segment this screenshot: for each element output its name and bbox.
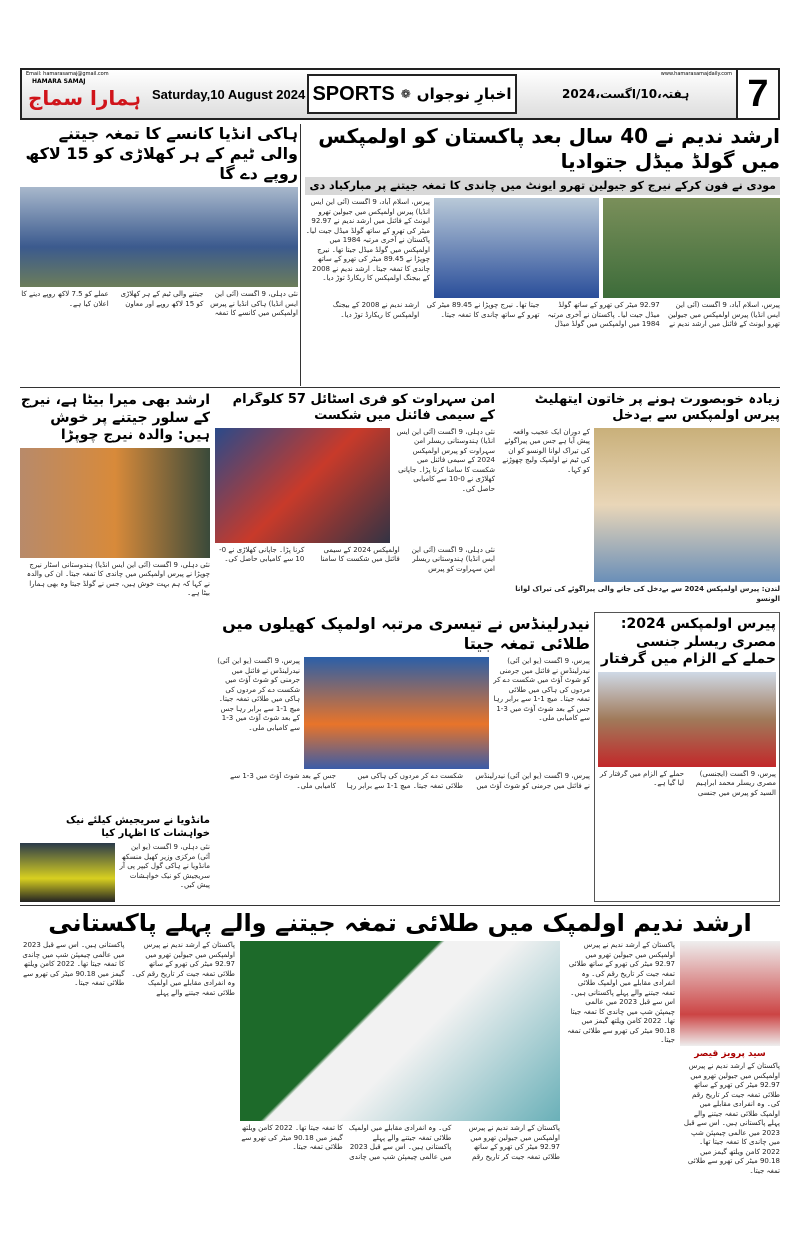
story-netherlands-body-2: پیرس، 9 اگست (یو این آئی) نیدرلینڈس نے فائنل میں جرمنی کو شوٹ آؤٹ میں شکست دے کر مردوں کی ہاکی میں طلائی تمغہ جیتا۔ میچ 1-1 سے برابر رہا جس کے بعد شوٹ آؤٹ میں 3-1 سے کامیابی ملی۔ xyxy=(217,657,300,732)
story-arshad-body-1: پیرس، اسلام آباد، 9 اگست (آئی این ایس انڈیا) پیرس اولمپکس میں جیولین تھرو ایونٹ کے فائنل میں ارشد ندیم نے 92.97 میٹر کی تھرو کے ساتھ گولڈ میڈل جیت لیا۔ پاکستان نے آخری مرتبہ 1984 میں اولمپکس میں گولڈ میڈل جیتا تھا۔ نیرج چوپڑا نے 89.45 میٹر کی تھرو کے ساتھ چاندی کا تمغہ جیتا۔ ارشد ندیم نے 2008 کے بیجنگ اولمپکس کا ریکارڈ توڑ دیا۔ xyxy=(305,198,430,282)
photo-neeraj-throw xyxy=(434,198,599,298)
headline-mandaviya: مانڈویا نے سریجیش کیلئے نیک خواہشات کا اظہار کیا xyxy=(66,815,210,839)
section-title-urdu: اخبارِ نوجواں xyxy=(416,85,512,103)
headline-egypt: پیرس اولمپکس 2024: مصری ریسلر جنسی حملے کے الزام میں گرفتار xyxy=(600,616,776,667)
story-mother xyxy=(20,392,210,812)
page-number: 7 xyxy=(736,70,778,118)
headline-hockey: ہاکی انڈیا کانسے کا تمغہ جیتنے والی ٹیم کے ہر کھلاڑی کو 15 لاکھ روپے دے گا xyxy=(25,124,298,183)
story-model-body: کے دوران ایک عجیب واقعہ پیش آیا ہے جس میں پیراگوئے کی تیراک لوانا الونسو کو ان کی ٹیم نے اولمپک ولیج چھوڑنے کو کہا۔ xyxy=(502,427,590,474)
photo-wrestling xyxy=(215,428,390,543)
email: Email: hamarasamaj@gmail.com xyxy=(26,71,109,77)
headline-arshad: ارشد ندیم نے 40 سال بعد پاکستان کو اولمپکس میں گولڈ میڈل جتوادیا xyxy=(318,124,780,173)
headline-model: زیادہ خوبصورت ہونے پر خاتون ایتھلیٹ پیرس اولمپکس سے بےدخل xyxy=(534,392,780,424)
feature-body-1: پاکستان کے ارشد ندیم نے پیرس اولمپکس میں جیولین تھرو میں 92.97 میٹر کی تھرو کے ساتھ طلائی تمغہ جیت کر تاریخ رقم کی۔ وہ انفرادی مقابلے میں اولمپک طلائی تمغہ جیتنے والے پہلے پاکستانی ہیں۔ اس سے قبل 2023 میں عالمی چیمپئن شپ میں چاندی کا تمغہ جیتا تھا۔ 2022 کامن ویلتھ گیمز میں 90.18 میٹر کی تھرو سے طلائی تمغہ جیتا۔ xyxy=(567,941,675,1044)
logo: ہمارا سماج xyxy=(28,86,141,110)
section-title: SPORTS xyxy=(312,82,395,105)
story-egypt-body: پیرس، 9 اگست (ایجنسی) مصری ریسلر محمد ابراہیم السید کو پیرس میں جنسی حملے کے الزام میں گرفتار کر لیا گیا ہے۔ xyxy=(599,769,776,797)
photo-egypt-wrestler xyxy=(598,672,776,767)
story-model xyxy=(500,392,780,604)
story-feature xyxy=(20,908,780,1238)
story-mother-body: نئی دہلی، 9 اگست (آئی این ایس انڈیا) ہندوستانی اسٹار نیرج چوپڑا نے پیرس اولمپکس میں چاندی کا تمغہ جیتا۔ ان کی والدہ نے کہا کہ ہم بہت خوش ہیں، جس نے گولڈ جیتا وہ بھی ہمارا بیٹا ہے۔ xyxy=(26,560,210,597)
masthead xyxy=(20,68,780,120)
date-urdu: ہفتہ،10/اگست،2024 xyxy=(562,87,690,101)
story-mandaviya-body: نئی دہلی، 9 اگست (یو این آئی) مرکزی وزیر کھیل منسکھ مانڈویا نے ہاکی گول کیپر پی آر سریجیش کو نیک خواہشات پیش کیں۔ xyxy=(119,843,210,889)
story-arshad-body-2: پیرس، اسلام آباد، 9 اگست (آئی این ایس انڈیا) پیرس اولمپکس میں جیولین تھرو ایونٹ کے فائنل میں ارشد ندیم نے 92.97 میٹر کی تھرو کے ساتھ گولڈ میڈل جیت لیا۔ پاکستان نے آخری مرتبہ 1984 میں اولمپکس میں گولڈ میڈل جیتا تھا۔ نیرج چوپڑا نے 89.45 میٹر کی تھرو کے ساتھ چاندی کا تمغہ جیتا۔ ارشد ندیم نے 2008 کے بیجنگ اولمپکس کا ریکارڈ توڑ دیا۔ xyxy=(332,301,780,328)
date-english: Saturday,10 August 2024 xyxy=(152,87,306,102)
story-wrestling-body-2: نئی دہلی، 9 اگست (آئی این ایس انڈیا) ہندوستانی ریسلر امن سہراوت کو پیرس اولمپکس 2024 کے سیمی فائنل میں شکست کا سامنا کرنا پڑا۔ جاپانی کھلاڑی نے 0-10 سے کامیابی حاصل کی۔ xyxy=(219,545,495,573)
subhead-arshad: مودی نے فون کرکے نیرج کو جیولین تھرو ایونٹ میں چاندی کا تمغہ جیتنے پر مبارکباد دی xyxy=(305,177,780,195)
story-hockey-body: نئی دہلی، 9 اگست (آئی این ایس انڈیا) ہاکی انڈیا نے پیرس اولمپکس میں کانسے کا تمغہ جیتنے والی ٹیم کے ہر کھلاڑی کو 15 لاکھ روپے اور معاون عملے کو 7.5 لاکھ روپے دینے کا اعلان کیا ہے۔ xyxy=(21,290,298,317)
story-arshad xyxy=(305,124,780,384)
story-netherlands-body-3: پیرس، 9 اگست (یو این آئی) نیدرلینڈس نے فائنل میں جرمنی کو شوٹ آؤٹ میں شکست دے کر مردوں کی ہاکی میں طلائی تمغہ جیتا۔ میچ 1-1 سے برابر رہا جس کے بعد شوٹ آؤٹ میں 3-1 سے کامیابی ملی۔ xyxy=(230,772,590,790)
headline-feature: ارشد ندیم اولمپک میں طلائی تمغہ جیتنے والے پہلے پاکستانی xyxy=(48,909,752,937)
photo-model xyxy=(594,428,780,583)
story-wrestling-body: نئی دہلی، 9 اگست (آئی این ایس انڈیا) ہندوستانی ریسلر امن سہراوت کو پیرس اولمپکس 2024 کے سیمی فائنل میں شکست کا سامنا کرنا پڑا۔ جاپانی کھلاڑی نے 0-10 سے کامیابی حاصل کی۔ xyxy=(396,427,495,493)
story-hockey xyxy=(20,124,298,384)
caption-model: لندن: پیرس اولمپکس 2024 سے بےدخل کی جانے والی پیراگوئے کی تیراک لوانا الونسو xyxy=(515,585,780,603)
headline-wrestling: امن سہراوت کو فری اسٹائل 57 کلوگرام کے سیمی فائنل میں شکست xyxy=(232,392,495,424)
story-mandaviya xyxy=(20,815,210,902)
story-egypt xyxy=(594,612,780,902)
headline-netherlands: نیدرلینڈس نے تیسری مرتبہ اولمپک کھیلوں میں طلائی تمغہ جیتا xyxy=(222,614,590,653)
photo-neeraj-mother xyxy=(20,448,210,558)
author-name: سید پرویز قیصر xyxy=(694,1049,766,1059)
story-wrestling xyxy=(215,392,495,604)
photo-author xyxy=(680,941,780,1046)
story-netherlands xyxy=(215,614,590,902)
photo-arshad-throw xyxy=(603,198,780,298)
photo-sreejesh xyxy=(20,843,115,902)
flower-icon: ❁ xyxy=(400,87,411,101)
feature-body-2: پاکستان کے ارشد ندیم نے پیرس اولمپکس میں جیولین تھرو میں 92.97 میٹر کی تھرو کے ساتھ طلائی تمغہ جیت کر تاریخ رقم کی۔ وہ انفرادی مقابلے میں اولمپک طلائی تمغہ جیتنے والے پہلے پاکستانی ہیں۔ اس سے قبل 2023 میں عالمی چیمپئن شپ میں چاندی کا تمغہ جیتا تھا۔ 2022 کامن ویلتھ گیمز میں 90.18 میٹر کی تھرو سے طلائی تمغہ جیتا۔ xyxy=(22,941,235,997)
photo-arshad-flag xyxy=(240,941,560,1121)
brand-en: HAMARA SAMAJ xyxy=(32,78,86,85)
feature-body-3: پاکستان کے ارشد ندیم نے پیرس اولمپکس میں جیولین تھرو میں 92.97 میٹر کی تھرو کے ساتھ طلائی تمغہ جیت کر تاریخ رقم کی۔ وہ انفرادی مقابلے میں اولمپک طلائی تمغہ جیتنے والے پہلے پاکستانی ہیں۔ اس سے قبل 2023 میں عالمی چیمپئن شپ میں چاندی کا تمغہ جیتا تھا۔ 2022 کامن ویلتھ گیمز میں 90.18 میٹر کی تھرو سے طلائی تمغہ جیتا۔ xyxy=(241,1124,560,1161)
photo-hockey-team xyxy=(20,187,298,287)
headline-mother: ارشد بھی میرا بیٹا ہے، نیرج کے سلور جیتنے پر خوش ہیں: والدہ نیرج چوپڑا xyxy=(20,392,210,443)
photo-netherlands-team xyxy=(304,657,489,769)
story-netherlands-body-1: پیرس، 9 اگست (یو این آئی) نیدرلینڈس نے فائنل میں جرمنی کو شوٹ آؤٹ میں شکست دے کر مردوں کی ہاکی میں طلائی تمغہ جیتا۔ میچ 1-1 سے برابر رہا جس کے بعد شوٹ آؤٹ میں 3-1 سے کامیابی ملی۔ xyxy=(493,657,590,722)
feature-body-4: پاکستان کے ارشد ندیم نے پیرس اولمپکس میں جیولین تھرو میں 92.97 میٹر کی تھرو کے ساتھ طلائی تمغہ جیت کر تاریخ رقم کی۔ وہ انفرادی مقابلے میں اولمپک طلائی تمغہ جیتنے والے پہلے پاکستانی ہیں۔ اس سے قبل 2023 میں عالمی چیمپئن شپ میں چاندی کا تمغہ جیتا تھا۔ 2022 کامن ویلتھ گیمز میں 90.18 میٹر کی تھرو سے طلائی تمغہ جیتا۔ xyxy=(683,1062,780,1175)
website: www.hamarasamajdaily.com xyxy=(660,71,732,77)
